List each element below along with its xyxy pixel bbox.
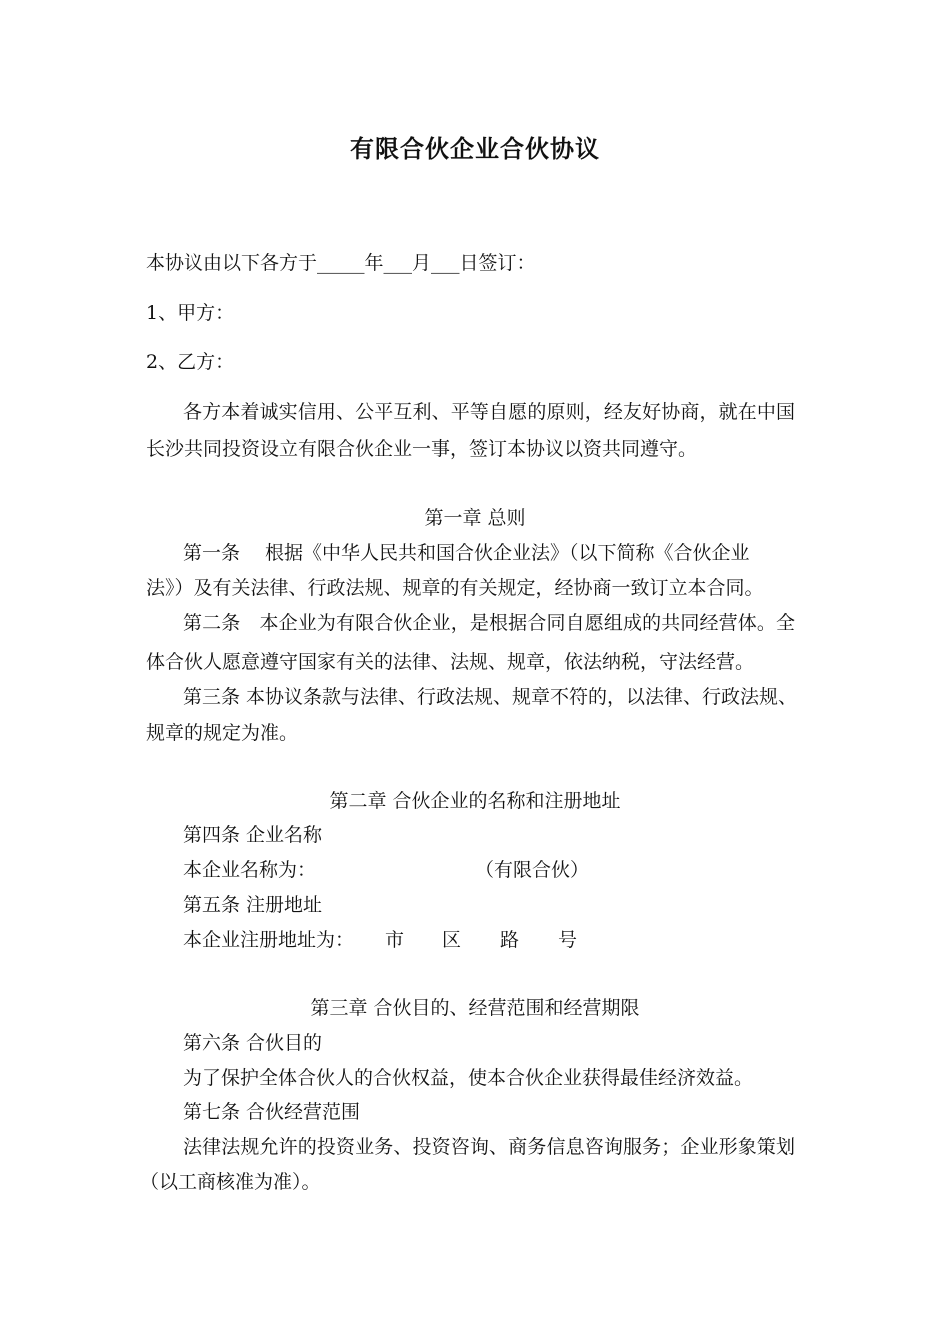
- article6-heading: 第六条 合伙目的: [183, 1032, 323, 1054]
- business-scope-line-2: （以工商核准为准）。: [140, 1171, 321, 1193]
- article1-line-1: 第一条 根据《中华人民共和国合伙企业法》（以下简称《合伙企业: [183, 542, 750, 564]
- address-number: 号: [558, 929, 578, 951]
- chapter2-heading: 第二章 合伙企业的名称和注册地址: [329, 790, 621, 812]
- article3-line-2: 规章的规定为准。: [146, 722, 299, 744]
- preamble-line-1: 各方本着诚实信用、公平互利、平等自愿的原则，经友好协商，就在中国: [183, 401, 795, 423]
- document-title: 有限合伙企业合伙协议: [350, 134, 600, 163]
- article2-line-1: 第二条 本企业为有限合伙企业，是根据合同自愿组成的共同经营体。全: [183, 612, 795, 634]
- preamble-line-2: 长沙共同投资设立有限合伙企业一事，签订本协议以资共同遵守。: [146, 438, 698, 460]
- partnership-purpose: 为了保护全体合伙人的合伙权益，使本合伙企业获得最佳经济效益。: [183, 1067, 754, 1089]
- address-city: 市: [385, 929, 405, 951]
- party-a: 1、甲方：: [146, 302, 235, 324]
- day-blank: ___: [431, 252, 460, 274]
- article7-heading: 第七条 合伙经营范围: [183, 1101, 361, 1123]
- article2-line-2: 体合伙人愿意遵守国家有关的法律、法规、规章，依法纳税，守法经营。: [146, 651, 755, 673]
- address-district: 区: [442, 929, 462, 951]
- chapter3-heading: 第三章 合伙目的、经营范围和经营期限: [310, 997, 640, 1019]
- month-blank: ___: [383, 252, 413, 274]
- intro-prefix: 本协议由以下各方于: [146, 252, 318, 274]
- company-name-suffix: （有限合伙）: [475, 859, 590, 881]
- article4-heading: 第四条 企业名称: [183, 824, 323, 846]
- day-label: 日签订：: [459, 252, 536, 274]
- business-scope-line-1: 法律法规允许的投资业务、投资咨询、商务信息咨询服务；企业形象策划: [183, 1136, 795, 1158]
- party-b: 2、乙方：: [146, 351, 235, 373]
- year-label: 年: [364, 252, 384, 274]
- article3-line-1: 第三条 本协议条款与法律、行政法规、规章不符的，以法律、行政法规、: [183, 686, 798, 708]
- month-label: 月: [412, 252, 432, 274]
- address-road: 路: [500, 929, 520, 951]
- address-label: 本企业注册地址为：: [183, 929, 355, 951]
- article5-heading: 第五条 注册地址: [183, 894, 323, 916]
- signing-date-line: [146, 251, 536, 275]
- chapter1-heading: 第一章 总则: [424, 507, 526, 529]
- year-blank: _____: [317, 252, 365, 274]
- company-name-label: 本企业名称为：: [183, 859, 317, 881]
- article1-line-2: 法》）及有关法律、行政法规、规章的有关规定，经协商一致订立本合同。: [146, 577, 764, 599]
